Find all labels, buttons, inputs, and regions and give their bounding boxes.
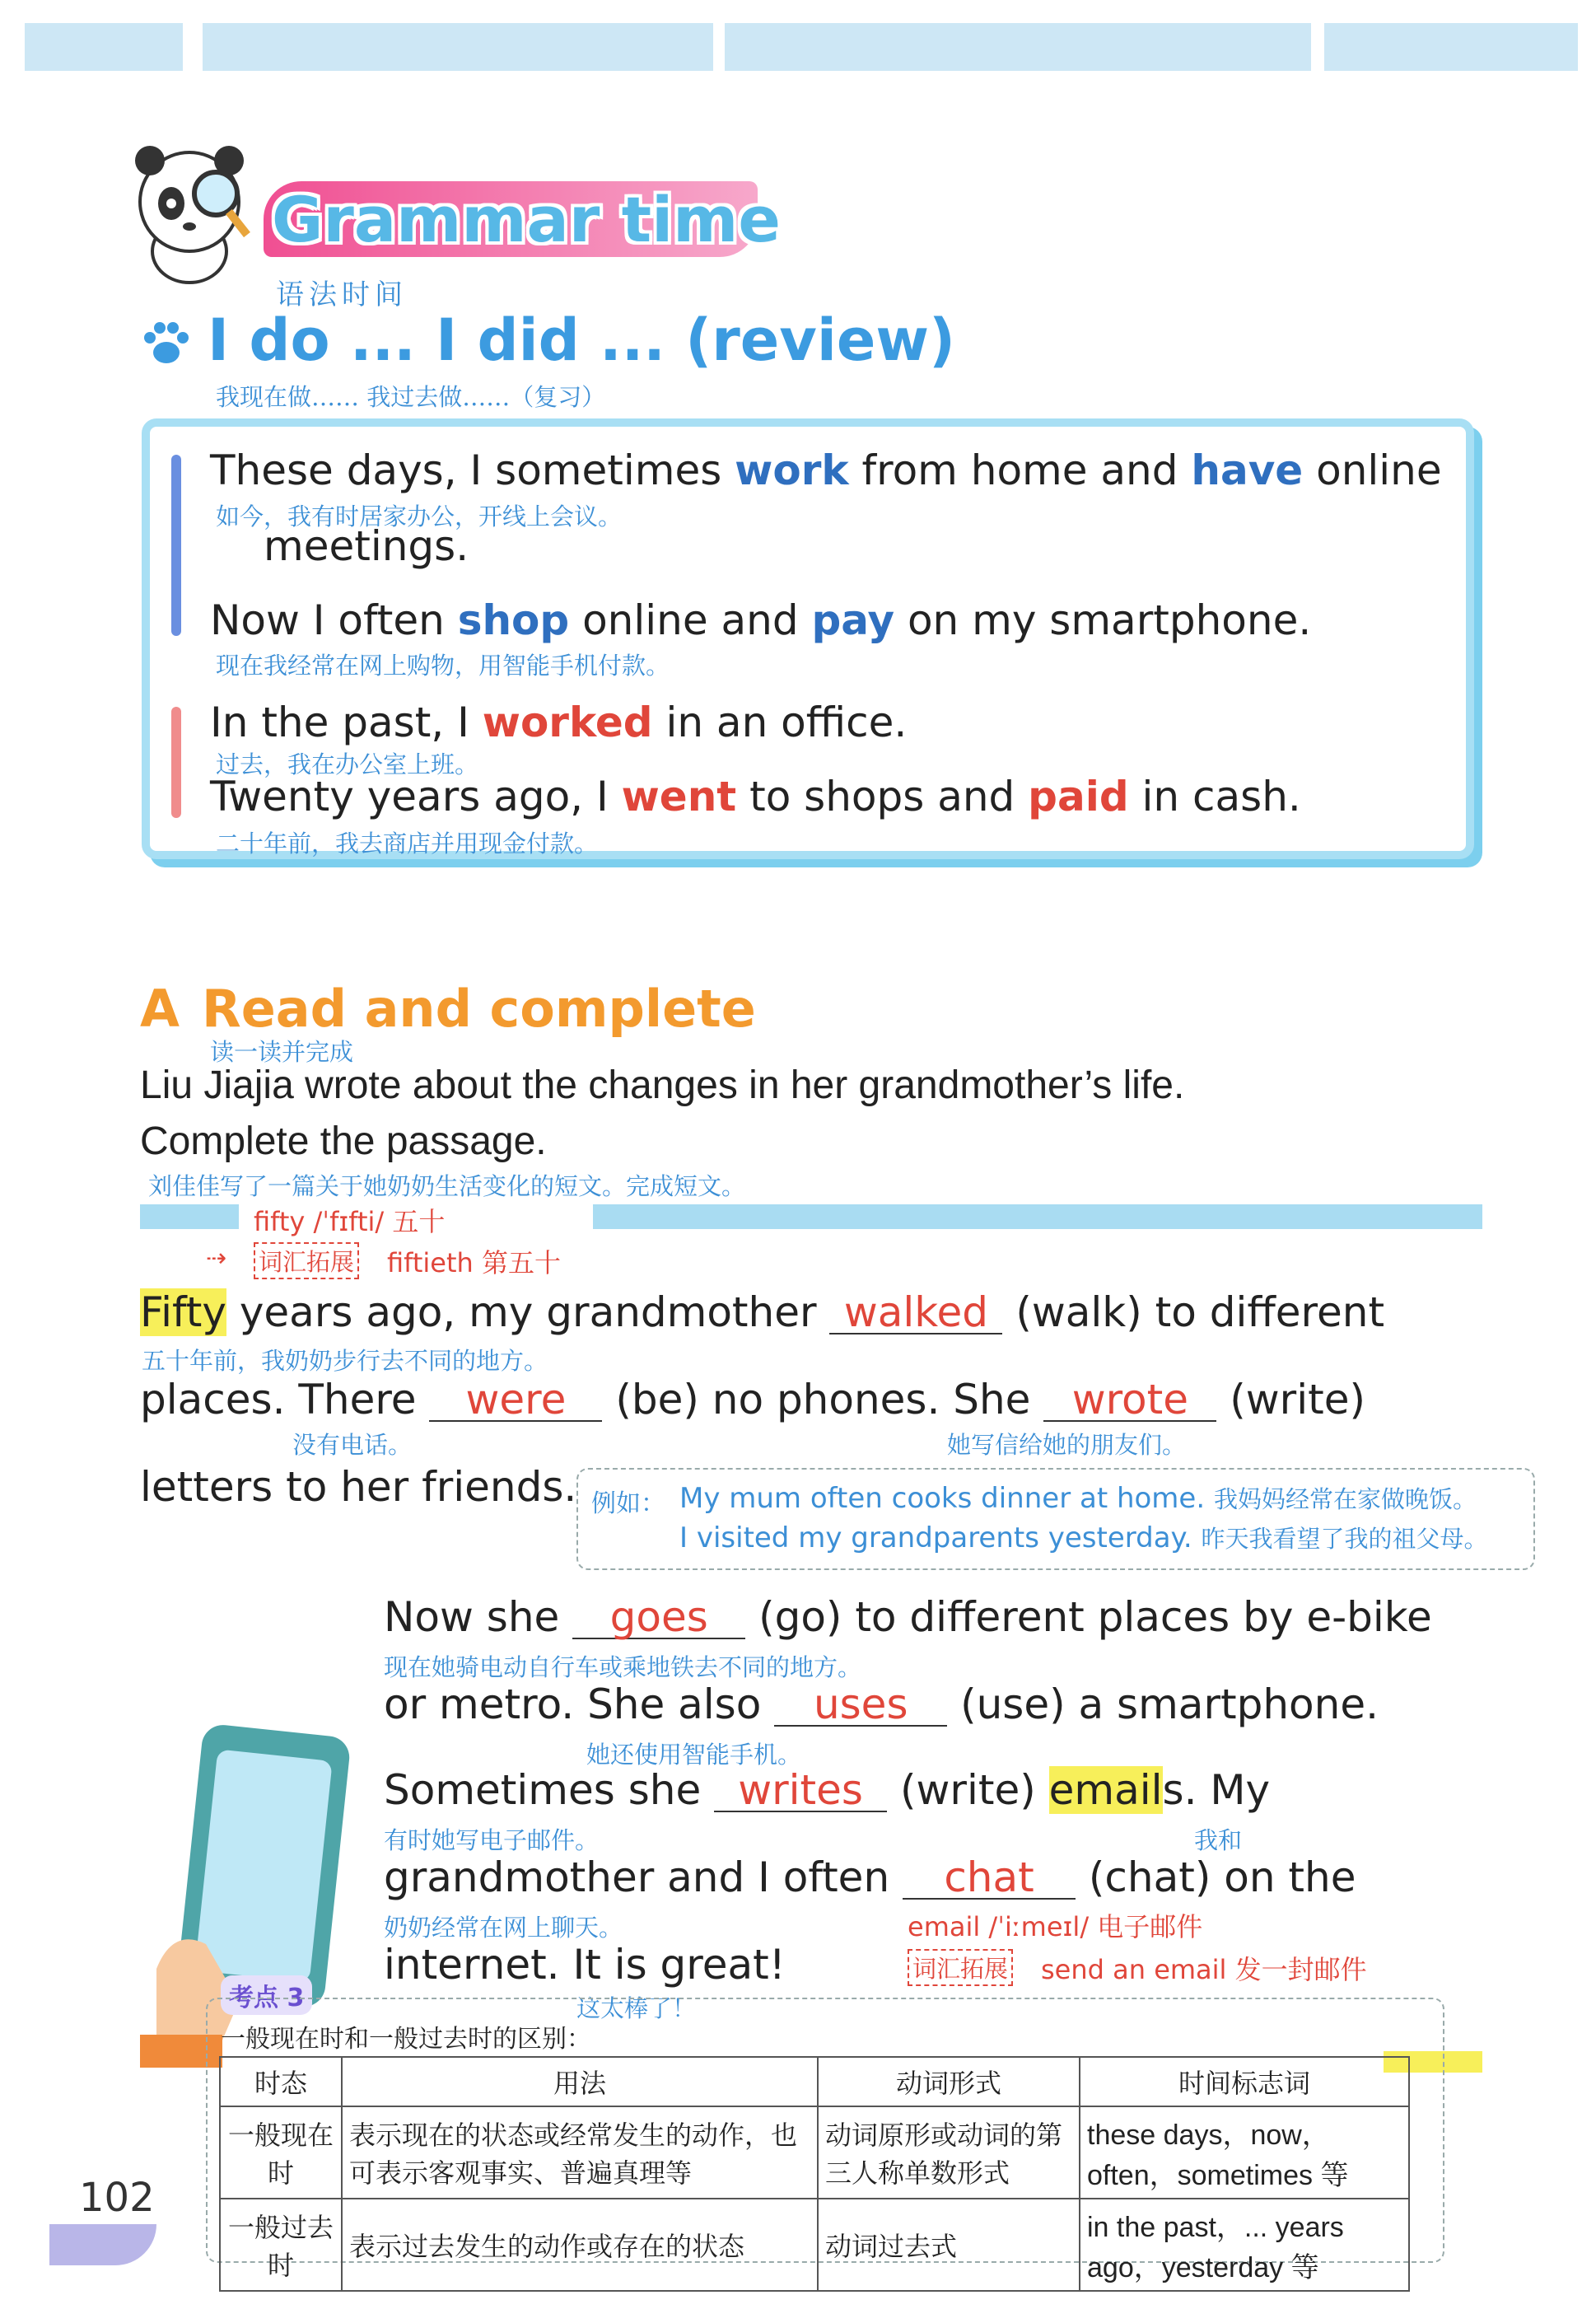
example-cn-4: 二十年前，我去商店并用现金付款。 xyxy=(216,830,599,858)
vocab-email-ext: send an email 发一封邮件 xyxy=(1041,1954,1367,1985)
top-band-4 xyxy=(1324,23,1578,71)
table-header-cell: 时间标志词 xyxy=(1080,2057,1409,2106)
table-row xyxy=(220,2199,1409,2291)
passage-cn-1: 五十年前，我奶奶步行去不同的地方。 xyxy=(142,1347,548,1375)
passage-cn-7: 奶奶经常在网上聊天。 xyxy=(384,1914,623,1942)
instruction-2: Complete the passage. xyxy=(140,1119,547,1163)
passage-cn-8: 这太棒了！ xyxy=(576,1994,697,2022)
example-cn-2: 现在我经常在网上购物，用智能手机付款。 xyxy=(216,652,670,680)
table-row xyxy=(220,2106,1409,2199)
example-line-4: Twenty years ago, I went to shops and paid in cash. xyxy=(210,773,1301,820)
paw-icon xyxy=(140,320,193,366)
section-title: Grammar time xyxy=(272,183,781,256)
passage-line-4: Now she goes (go) to different places by e-bike xyxy=(384,1593,1432,1641)
section-title-cn: 语法时间 xyxy=(276,278,408,311)
passage-line-2: places. There were (be) no phones. She wrote (write) xyxy=(140,1376,1365,1423)
answer-1[interactable]: walked xyxy=(829,1292,1002,1334)
table-cell: 一般现在时 xyxy=(220,2106,342,2199)
answer-2[interactable]: were xyxy=(429,1379,602,1422)
table-cell: in the past，... years ago，yesterday 等 xyxy=(1080,2199,1409,2291)
table-header-cell: 用法 xyxy=(342,2057,818,2106)
table-cell: 表示现在的状态或经常发生的动作，也可表示客观事实、普遍真理等 xyxy=(342,2106,818,2199)
passage-line-7: grandmother and I often chat (chat) on the xyxy=(384,1853,1356,1901)
topic-heading-cn: 我现在做…… 我过去做……（复习） xyxy=(216,383,606,411)
vocab-fifty: fifty /ˈfɪfti/ 五十 xyxy=(254,1206,446,1237)
example-line-3: In the past, I worked in an office. xyxy=(210,699,908,746)
vocab-email-ext-tag: 词汇拓展 xyxy=(908,1949,1013,1986)
example-cn-1: 如今，我有时居家办公，开线上会议。 xyxy=(216,502,623,531)
answer-7[interactable]: chat xyxy=(903,1857,1076,1900)
vocab-fifty-ext: fiftieth 第五十 xyxy=(387,1247,561,1278)
example-cn-3: 过去，我在办公室上班。 xyxy=(216,750,479,778)
page-number-tab xyxy=(49,2224,156,2265)
example-line-1-cont: meetings. xyxy=(264,522,469,570)
present-bar xyxy=(171,455,181,636)
passage-cn-5: 她还使用智能手机。 xyxy=(586,1741,802,1769)
top-band-2 xyxy=(203,23,713,71)
passage-cn-6b: 我和 xyxy=(1194,1826,1243,1854)
passage-line-8: internet. It is great! xyxy=(384,1941,786,1989)
grammar-table xyxy=(219,2056,1410,2292)
answer-3[interactable]: wrote xyxy=(1043,1379,1216,1422)
passage-line-6: Sometimes she writes (write) emails. My xyxy=(384,1766,1271,1814)
page-number: 102 xyxy=(79,2175,155,2221)
example-line-1: These days, I sometimes work from home and have online xyxy=(210,446,1442,494)
section-a-label: A xyxy=(140,979,180,1039)
answer-6[interactable]: writes xyxy=(714,1769,887,1812)
stripe-left xyxy=(140,1204,239,1229)
table-header-cell: 时态 xyxy=(220,2057,342,2106)
passage-cn-2a: 没有电话。 xyxy=(292,1431,413,1459)
top-band-3 xyxy=(725,23,1311,71)
table-cell: 动词过去式 xyxy=(818,2199,1080,2291)
table-cell: 一般过去时 xyxy=(220,2199,342,2291)
vocab-fifty-ext-tag: 词汇拓展 xyxy=(254,1242,359,1279)
passage-cn-6a: 有时她写电子邮件。 xyxy=(384,1826,600,1854)
topic-heading: I do ... I did ... (review) xyxy=(208,306,956,374)
answer-5[interactable]: uses xyxy=(774,1684,947,1727)
passage-line-3: letters to her friends. xyxy=(140,1463,577,1511)
table-cell: these days，now，often，sometimes 等 xyxy=(1080,2106,1409,2199)
section-a-title: Read and complete xyxy=(202,979,756,1039)
passage-line-5: or metro. She also uses (use) a smartphone. xyxy=(384,1680,1379,1728)
stripe-right xyxy=(593,1204,1482,1229)
example-note-1: My mum often cooks dinner at home. 我妈妈经常在家做晚饭。 xyxy=(679,1482,1477,1515)
passage-cn-4: 现在她骑电动自行车或乘地铁去不同的地方。 xyxy=(384,1653,862,1681)
table-cell: 表示过去发生的动作或存在的状态 xyxy=(342,2199,818,2291)
answer-4[interactable]: goes xyxy=(572,1596,745,1639)
section-a-title-cn: 读一读并完成 xyxy=(210,1038,354,1066)
top-band-1 xyxy=(25,23,183,71)
grammar-tag: 考点 3 xyxy=(221,1975,312,2015)
past-bar xyxy=(171,707,181,818)
example-note-2: I visited my grandparents yesterday. 昨天我看望了我的祖父母。 xyxy=(679,1521,1488,1554)
arrow-icon: ⇢ xyxy=(206,1244,227,1273)
instruction-cn: 刘佳佳写了一篇关于她奶奶生活变化的短文。完成短文。 xyxy=(148,1172,746,1200)
example-note-tag: 例如： xyxy=(591,1489,665,1518)
panda-mascot-icon xyxy=(124,136,264,284)
grammar-caption: 一般现在时和一般过去时的区别： xyxy=(221,2025,591,2054)
instruction-1: Liu Jiajia wrote about the changes in her grandmother’s life. xyxy=(140,1063,1185,1107)
example-line-2: Now I often shop online and pay on my smartphone. xyxy=(210,596,1312,644)
vocab-email: email /ˈiːmeɪl/ 电子邮件 xyxy=(908,1911,1203,1942)
table-row xyxy=(220,2057,1409,2106)
passage-line-1: Fifty years ago, my grandmother walked (walk) to different xyxy=(140,1288,1385,1336)
passage-cn-2b: 她写信给她的朋友们。 xyxy=(947,1431,1187,1459)
table-header-cell: 动词形式 xyxy=(818,2057,1080,2106)
table-cell: 动词原形或动词的第三人称单数形式 xyxy=(818,2106,1080,2199)
